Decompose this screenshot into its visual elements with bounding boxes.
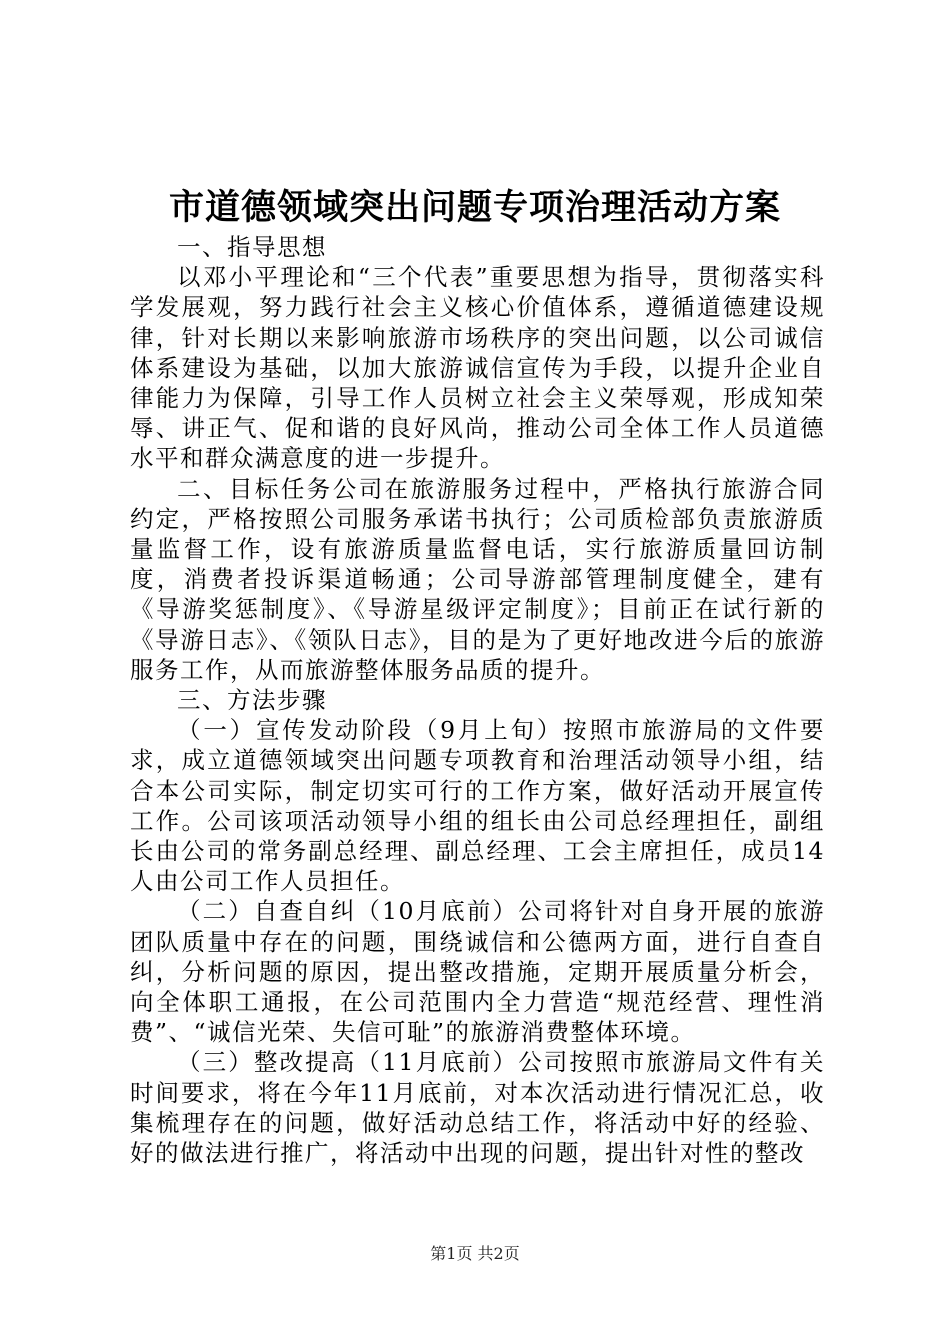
paragraph-step-publicity: （一）宣传发动阶段（9月上旬）按照市旅游局的文件要求，成立道德领域突出问题专项教育和治理活动领导小组，结合本公司实际，制定切实可行的工作方案，做好活动开展宣传工作。公司该项活动领导小组的组长由公司总经理担任，副组长由公司的常务副总经理、副总经理、工会主席担任，成员14人由公司工作人员担任。 bbox=[130, 716, 825, 896]
document-title: 市道德领域突出问题专项治理活动方案 bbox=[168, 187, 781, 228]
page-number-footer: 第1页 共2页 bbox=[430, 1244, 520, 1263]
paragraph-step-rectification: （三）整改提高（11月底前）公司按照市旅游局文件有关时间要求，将在今年11月底前，对本次活动进行情况汇总，收集梳理存在的问题，做好活动总结工作，将活动中好的经验、好的做法进行推广，将活动中出现的问题，提出针对性的整改 bbox=[130, 1048, 825, 1168]
document-body bbox=[130, 232, 825, 1168]
paragraph-goals-tasks: 二、目标任务公司在旅游服务过程中，严格执行旅游合同约定，严格按照公司服务承诺书执行；公司质检部负责旅游质量监督工作，设有旅游质量监督电话，实行旅游质量回访制度，消费者投诉渠道畅通；公司导游部管理制度健全，建有《导游奖惩制度》、《导游星级评定制度》；目前正在试行新的《导游日志》、《领队日志》，目的是为了更好地改进今后的旅游服务工作，从而旅游整体服务品质的提升。 bbox=[130, 474, 825, 684]
paragraph-guiding-ideology: 以邓小平理论和“三个代表”重要思想为指导，贯彻落实科学发展观，努力践行社会主义核心价值体系，遵循道德建设规律，针对长期以来影响旅游市场秩序的突出问题，以公司诚信体系建设为基础，以加大旅游诚信宣传为手段，以提升企业自律能力为保障，引导工作人员树立社会主义荣辱观，形成知荣辱、讲正气、促和谐的良好风尚，推动公司全体工作人员道德水平和群众满意度的进一步提升。 bbox=[130, 263, 825, 473]
paragraph-step-self-check: （二）自查自纠（10月底前）公司将针对自身开展的旅游团队质量中存在的问题，围绕诚信和公德两方面，进行自查自纠，分析问题的原因，提出整改措施，定期开展质量分析会，向全体职工通报，在公司范围内全力营造“规范经营、理性消费”、“诚信光荣、失信可耻”的旅游消费整体环境。 bbox=[130, 897, 825, 1047]
section-heading-method-steps: 三、方法步骤 bbox=[177, 686, 327, 715]
section-heading-guiding-ideology: 一、指导思想 bbox=[177, 233, 327, 261]
